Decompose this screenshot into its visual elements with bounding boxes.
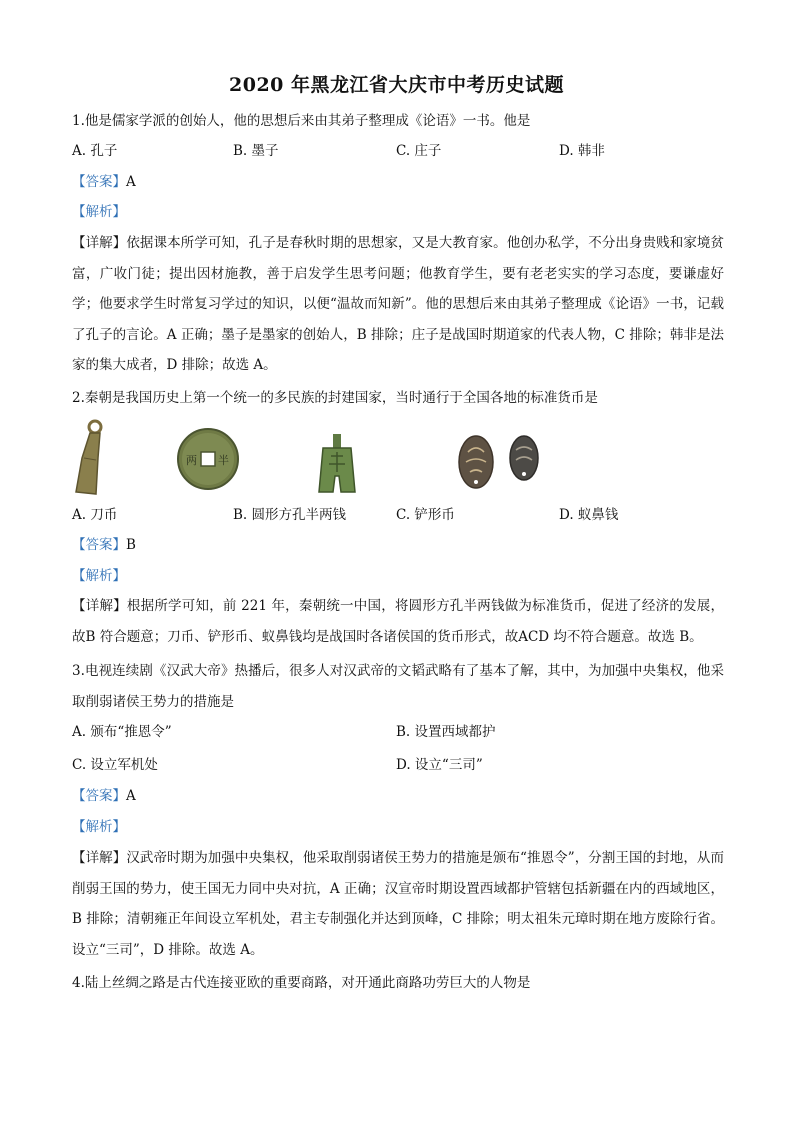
q2-stem: 2.秦朝是我国历史上第一个统一的多民族的封建国家，当时通行于全国各地的标准货币是 [72,390,598,406]
q2-answer [72,535,724,555]
q3-analysis-tag: 【解析】 [72,819,126,835]
q4-stem: 4.陆上丝绸之路是古代连接亚欧的重要商路，对开通此商路功劳巨大的人物是 [72,975,531,991]
answer-tag: 【答案】 [72,788,126,804]
q2-option-b: B. 圆形方孔半两钱 [233,507,347,523]
q3-option-c: C. 设立军机处 [72,757,158,773]
q3-answer [72,786,724,806]
answer-value: A [126,788,136,804]
q1-option-d: D. 韩非 [559,143,605,159]
q1-option-b: B. 墨子 [233,143,279,159]
q2-option-a: A. 刀币 [72,507,118,523]
q1-option-c: C. 庄子 [396,143,442,159]
q3-option-a: A. 颁布“推恩令” [72,724,172,740]
q3-stem: 3.电视连续剧《汉武大帝》热播后，很多人对汉武帝的文韬武略有了基本了解，其中，为加强中央集权，他采取削弱诸侯王势力的措施是 [72,663,724,710]
coin-char-right: 半 [218,454,229,467]
coin-char-left: 两 [186,454,197,467]
q3-detail [72,843,724,965]
round-coin-image [176,427,240,491]
detail-tag: 【详解】 [72,235,127,251]
answer-value: A [126,174,136,190]
detail-tag: 【详解】 [72,850,127,866]
detail-tag: 【详解】 [72,598,127,614]
q2-option-c: C. 铲形币 [396,507,455,523]
q2-analysis-tag: 【解析】 [72,568,126,584]
detail-text: 依据课本所学可知，孔子是春秋时期的思想家，又是大教育家。他创办私学，不分出身贵贱和家境贫富，广收门徒；提出因材施教，善于启发学生思考问题；他教育学生，要有老老实实的学习态度，要谦虚好学；他要求学生时常复习学过的知识，以便“温故而知新”。他的思想后来由其弟子整理成《论语》一书，记载了孔子的言论。A 正确；墨子是墨家的创始人，B 排除；庄子是战国时期道家的代表人物，C 排除；韩非是法家的集大成者，D 排除；故选 A。 [72,235,725,373]
q1-analysis-tag: 【解析】 [72,204,126,220]
ant-nose-coin-image [450,430,550,492]
knife-coin-image [70,418,110,498]
detail-text: 汉武帝时期为加强中央集权，他采取削弱诸侯王势力的措施是颁布“推恩令”，分割王国的封地，从而削弱王国的势力，使王国无力同中央对抗，A 正确；汉宣帝时期设置西域都护管辖包括新疆在内的西域地区，B 排除；清朝雍正年间设立军机处，君主专制强化并达到顶峰，C 排除；明太祖朱元璋时期在地方废除行省。设立“三司”，D 排除。故选 A。 [72,850,724,958]
q3-option-d: D. 设立“三司” [396,757,483,773]
q2-option-d: D. 蚁鼻钱 [559,507,619,523]
spade-coin-image [313,432,361,494]
answer-tag: 【答案】 [72,174,126,190]
q1-stem: 1.他是儒家学派的创始人，他的思想后来由其弟子整理成《论语》一书。他是 [72,113,531,129]
q3-option-b: B. 设置西域都护 [396,724,496,740]
q1-option-a: A. 孔子 [72,143,118,159]
q2-detail [72,591,724,652]
q1-detail [72,228,724,381]
answer-value: B [126,537,136,553]
answer-tag: 【答案】 [72,537,126,553]
page-title: 2020 年黑龙江省大庆市中考历史试题 [229,74,564,96]
q1-answer [72,172,724,192]
detail-text: 根据所学可知，前 221 年，秦朝统一中国，将圆形方孔半两钱做为标准货币，促进了经济的发展，故B 符合题意；刀币、铲形币、蚁鼻钱均是战国时各诸侯国的货币形式，故ACD 均不符合题意。故选 B。 [72,598,724,645]
